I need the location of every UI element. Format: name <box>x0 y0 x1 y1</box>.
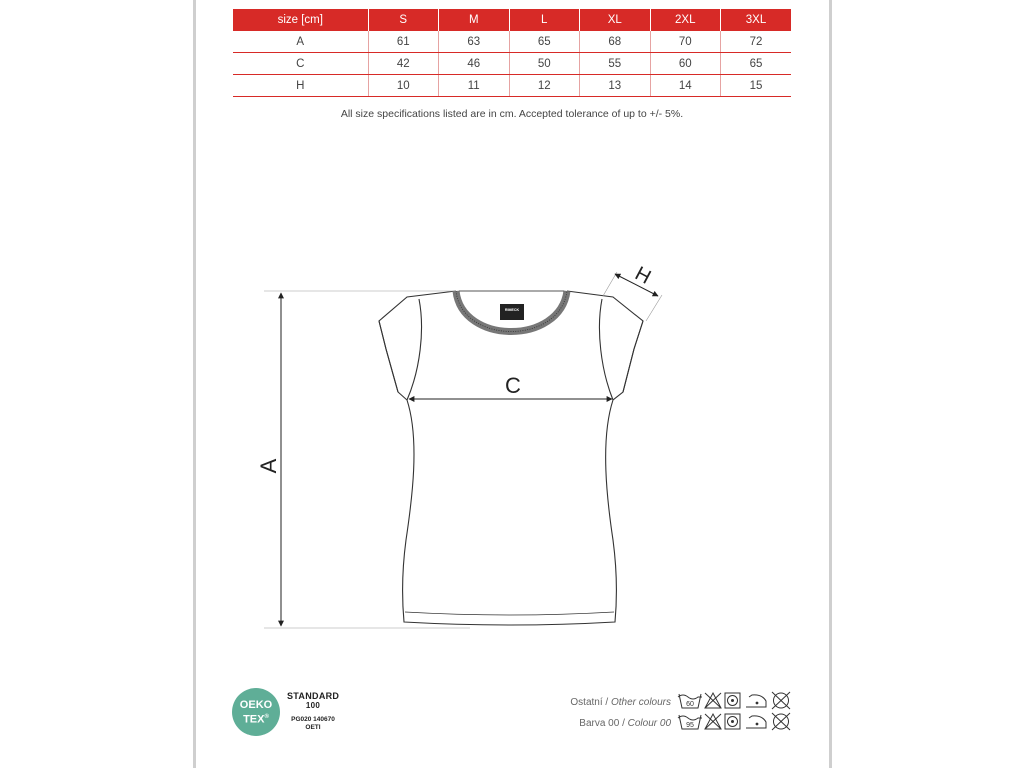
table-cell: 65 <box>509 31 580 53</box>
standard-number: 100 <box>305 701 321 710</box>
no-bleach-icon <box>705 693 721 708</box>
wash-temp-label: 95 <box>686 722 694 729</box>
oeko-line-2 <box>232 711 280 726</box>
table-cell: 70 <box>650 31 721 53</box>
certificate-info <box>287 716 339 732</box>
certificate-institute: OETI <box>305 724 321 731</box>
care-label-en: Colour 00 <box>627 718 671 729</box>
iron-icon <box>746 716 766 728</box>
header-cell: L <box>509 9 580 31</box>
table-cell: 10 <box>368 75 439 97</box>
table-cell: H <box>233 75 368 97</box>
header-cell: size [cm] <box>233 9 368 31</box>
oeko-tex-badge <box>232 688 280 736</box>
wash-95-icon <box>678 715 702 729</box>
care-symbols-row-1 <box>678 692 790 709</box>
table-cell: 50 <box>509 53 580 75</box>
table-cell: 42 <box>368 53 439 75</box>
table-cell: 72 <box>721 31 792 53</box>
tshirt-outline <box>379 291 643 625</box>
header-cell: M <box>439 9 510 31</box>
header-cell: S <box>368 9 439 31</box>
table-cell: 60 <box>650 53 721 75</box>
no-dry-clean-icon <box>772 692 790 709</box>
oeko-tex-word: TEX <box>243 713 265 726</box>
table-cell: 15 <box>721 75 792 97</box>
iron-icon <box>746 695 766 707</box>
table-cell: C <box>233 53 368 75</box>
care-label-row-2 <box>579 718 671 729</box>
table-cell: 14 <box>650 75 721 97</box>
header-cell: XL <box>580 9 651 31</box>
brand-neck-label <box>500 304 524 320</box>
dimension-a <box>256 291 470 628</box>
table-cell: 61 <box>368 31 439 53</box>
oeko-line-1: OEKO <box>239 699 273 711</box>
care-label-row-1 <box>570 697 671 708</box>
header-cell: 2XL <box>650 9 721 31</box>
care-label-cz: Barva 00 / <box>579 718 628 729</box>
registered-mark: ® <box>264 714 269 720</box>
care-label-en: Other colours <box>610 697 671 708</box>
label-c: C <box>505 373 521 398</box>
label-a: A <box>256 458 281 474</box>
wash-60-icon <box>678 694 702 708</box>
table-cell: 12 <box>509 75 580 97</box>
table-cell: 13 <box>580 75 651 97</box>
table-cell: 65 <box>721 53 792 75</box>
tumble-dry-icon <box>725 714 740 729</box>
table-cell: 11 <box>439 75 510 97</box>
header-cell: 3XL <box>721 9 792 31</box>
no-dry-clean-icon <box>772 713 790 730</box>
table-cell: 63 <box>439 31 510 53</box>
certificate-number: PG020 140670 <box>291 716 335 723</box>
tumble-dry-icon <box>725 693 740 708</box>
dimension-c <box>409 373 612 399</box>
wash-temp-label: 60 <box>686 701 694 708</box>
standard-text: STANDARD <box>287 691 340 701</box>
table-cell: 55 <box>580 53 651 75</box>
table-cell: 46 <box>439 53 510 75</box>
label-h: H <box>631 262 655 289</box>
no-bleach-icon <box>705 714 721 729</box>
table-cell: A <box>233 31 368 53</box>
brand-tag-text: RIMECK <box>504 308 520 312</box>
tolerance-note: All size specifications listed are in cm. Accepted tolerance of up to +/- 5%. <box>340 108 684 120</box>
care-label-cz: Ostatní / <box>570 697 611 708</box>
care-symbols-row-2 <box>678 713 790 730</box>
standard-label <box>287 691 339 710</box>
table-cell: 68 <box>580 31 651 53</box>
